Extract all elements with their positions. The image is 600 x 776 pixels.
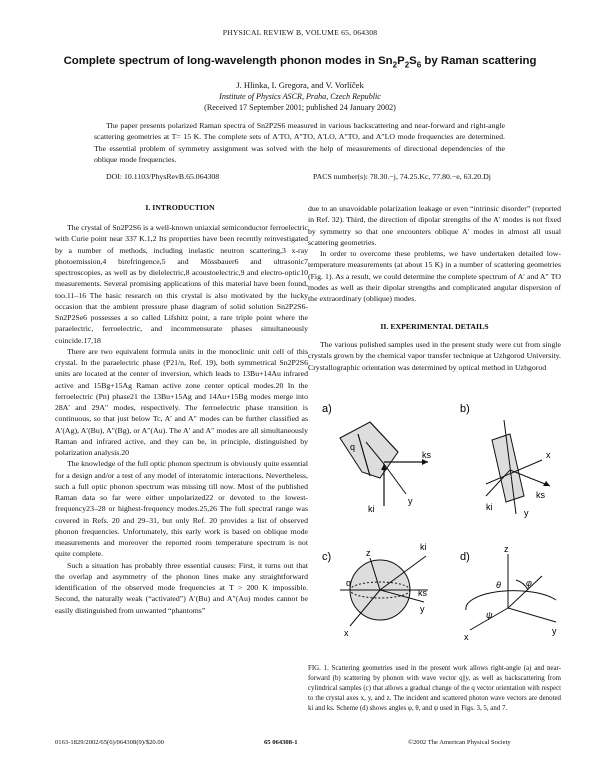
abstract: The paper presents polarized Raman spectra of Sn2P2S6 measured in various backscattering and near-forward and right-angle scattering geometries at T= 15 K. The complete sets of A′TO, A″TO, A′LO, A″TO, and A″LO mode frequencies are determined. The essential problem of symmetry assignment was solved with the help of measurements of directional dependencies of the oblique mode frequencies. [94,121,505,165]
footer-copyright: ©2002 The American Physical Society [408,739,511,746]
doi: DOI: 10.1103/PhysRevB.65.064308 [106,172,220,181]
label-z-d: z [504,544,509,554]
paragraph: The knowledge of the full optic phonon spectrum is obviously quite essential for a design and/or a test of any model of interatomic interactions. Nevertheless, such a full optic phonon spectrum was missing till now. Most of the published Raman data so far were either unpolarized22 or devoted to the lowest-frequency23–28 or highest-frequency modes.25,26 The full spectral range was covered in Refs. 20 and 29–31, but only Ref. 20 provides a list of observed phonon frequencies. Unfortunately, this early work is based on oblique mode measurements and moreover the reported room temperature spectrum is not quite complete. [55,459,308,559]
label-y-b: y [524,508,529,518]
panel-label-d: d) [460,551,470,563]
paragraph: The crystal of Sn2P2S6 is a well-known uniaxial semiconductor ferroelectric with Curie point near 337 K.1,2 Its properties have been recently reinvestigated by a number of methods, including inelastic neutron scattering,3 x-ray photoemission,4 birefringence,5 and Mössbauer6 and ultrasonic7 spectroscopies, as well as by dielelectric,8 acoustoelectric,9 and electro-optic10 measurements. Several promising applications of this material have been found, too.11–16 The basic research on this crystal is also motivated by the lucky occasion that the ambient pressure phase diagram of solid solution Sn2P2S6-Sn2P2Se6 possesses a so called Lifshitz point, a rare triple point where the paraelectric, ferroelectric, and incommensurate phases simultaneously coincide.17,18 [55,223,308,345]
authors: J. Hlinka, I. Gregora, and V. Vorlíček [236,80,364,90]
footer-issn: 0163-1829/2002/65(6)/064308(9)/$20.00 [55,739,164,746]
label-x-c: x [344,628,349,638]
footer-page: 65 064308-1 [264,739,298,746]
figure-1 [310,390,560,660]
paragraph: Such a situation has probably three essential causes: First, it turns out that the overlap and asymmetry of the phonon lines make any straightforward identification of the observed mode frequencies at T > 200 K impossible. Second, the naturally weak (“activated”) A′(Bu) and A″(Au) modes cannot be easily distinguished from unwanted “phantoms” [55,560,308,615]
label-y-c: y [420,604,425,614]
panel-label-c: c) [322,551,332,563]
paper-title: Complete spectrum of long-wavelength phonon modes in $Sn_2P_2S_6$ by Raman scattering [63,55,537,70]
paragraph: due to an unavoidable polarization leakage or even “intrinsic disorder” (reported in Ref. 32). Third, the direction of dipolar strengths of the A′ modes is not fixed by symmetry so that one encounters oblique A′ modes in almost all usual scattering geometries. [308,204,561,247]
left-column-text [55,222,308,616]
right-column-text-2 [308,339,561,373]
label-q: q [350,442,356,452]
label-theta: θ [496,580,501,590]
panel-label-a: a) [322,403,332,415]
label-y: y [408,496,413,506]
label-ks-c: ks [418,588,427,598]
figure-caption: FIG. 1. Scattering geometries used in the present work allows right-angle (a) and near-forward (b) scattering by phonon with wave vector q||y, as well as backscattering from cylindrical samples (c) that allows a gradual change of the q vector orientation with respect to the crystal axes x, y, and z. The incident and scattered photon wave vectors are denoted ki and ks. Scheme (d) shows angles φ, θ, and ψ used in Figs. 3, 5, and 7. [308,665,561,712]
affiliation: Institute of Physics ASCR, Praha, Czech Republic [219,92,381,101]
right-column-text [308,203,561,304]
label-ki-c: ki [420,542,427,552]
label-x-d: x [464,632,469,642]
label-ki-b: ki [486,502,493,512]
label-ki: ki [368,504,375,514]
panel-a-sample [340,422,428,506]
panel-label-b: b) [460,403,470,415]
label-q-c: q [346,578,352,588]
received-date: (Received 17 September 2001; published 24 January 2002) [204,103,396,112]
running-header: PHYSICAL REVIEW B, VOLUME 65, 064308 [222,28,378,37]
paragraph: There are two equivalent formula units in the monoclinic unit cell of this crystal. In the paraelectric phase (P21/n, Ref. 19), both symmetrical Sn2P2S6 units are located at the center of inversion, which leads to 13Bu+14Au infrared active and 15Bg+15Ag Raman active zone center optical modes.20 In the ferroelectric (Pn) phase21 the 13Bu+15Ag and 14Au+15Bg modes merge into 28A′ and 29A″ modes, respectively. The ferroelectric phase transition is continuous, so that just below Tc, A′ and A″ modes can be further classified as A′(Ag), A′(Bu), A″(Bg), or A″(Au). The A′ and A″ modes are all simultaneously Raman and infrared active, and they can be, in principle, distinguished by polarization analysis.20 [55,346,308,457]
label-z-c: z [366,548,371,558]
panel-d-diagram [466,554,556,630]
label-ks: ks [422,450,431,460]
label-y-d: y [552,626,557,636]
label-psi: ψ [486,610,493,620]
paragraph: The various polished samples used in the present study were cut from single crystals grown by the chemical vapor transfer technique at Uzhgorod University. Crystallographic orientation was determined by optical method in Uzhgorod [308,340,561,372]
label-phi: φ [526,578,532,588]
panel-c-sample [340,556,428,626]
pacs-numbers: PACS number(s): 78.30.−j, 74.25.Kc, 77.80.−e, 63.20.Dj [313,172,491,181]
label-ks-b: ks [536,490,545,500]
section-heading-introduction: I. INTRODUCTION [145,203,215,212]
paragraph: In order to overcome these problems, we have undertaken detailed low-temperature measurements (at about 15 K) in a number of scattering geometries (Fig. 1). As a result, we could determine the complete spectrum of A′ and A″ TO modes as well as their dipolar strengths and complicated angular dispersion of the extraordinary (oblique) modes. [308,249,561,303]
section-heading-experimental: II. EXPERIMENTAL DETAILS [380,322,489,331]
label-x-b: x [546,450,551,460]
